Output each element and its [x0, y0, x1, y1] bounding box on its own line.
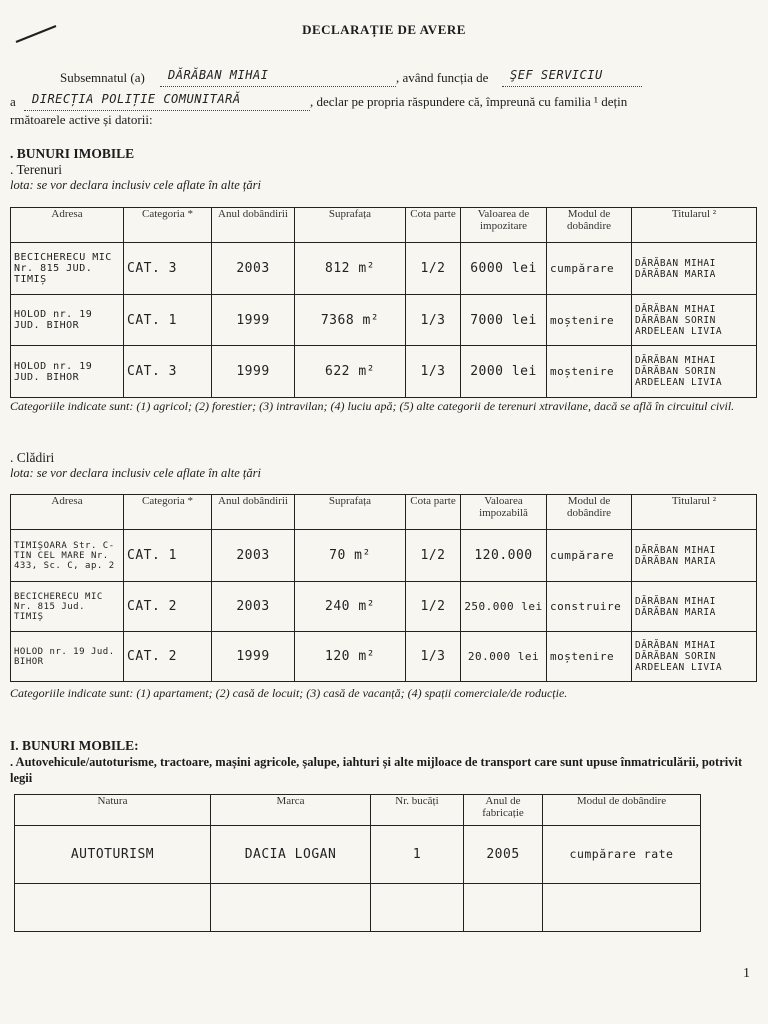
cell-titularul: DĂRĂBAN MIHAI DĂRĂBAN SORIN ARDELEAN LIVIA	[632, 295, 757, 346]
cell-modul: cumpărare	[547, 243, 632, 295]
cell-anul: 1999	[212, 295, 295, 346]
cell-modul: cumpărare rate	[543, 826, 701, 884]
table-header-row	[11, 208, 757, 243]
header-cell: Anul de fabricație	[464, 795, 543, 826]
header-cell: Valoarea impozabilă	[461, 495, 547, 530]
la-label: a	[10, 94, 16, 109]
cell-cota: 1/2	[406, 582, 461, 632]
cladiri-note: lota: se vor declara inclusiv cele aflate în alte țări	[10, 466, 261, 480]
cell-titularul: DĂRĂBAN MIHAI DĂRĂBAN SORIN ARDELEAN LIVIA	[632, 632, 757, 682]
cell-anul: 2003	[212, 530, 295, 582]
cladiri-title: . Clădiri	[10, 450, 55, 465]
header-cell: Modul de dobândire	[543, 795, 701, 826]
header-cell: Suprafața	[295, 208, 406, 243]
cell-categoria: CAT. 1	[124, 295, 212, 346]
cell-adresa: HOLOD nr. 19 JUD. BIHOR	[11, 295, 124, 346]
table-header-row	[15, 795, 701, 826]
cell-suprafata: 240 m²	[295, 582, 406, 632]
page-number: 1	[743, 966, 750, 981]
cell-titularul: DĂRĂBAN MIHAI DĂRĂBAN SORIN ARDELEAN LIVIA	[632, 346, 757, 398]
cell-valoarea: 250.000 lei	[461, 582, 547, 632]
header-cell: Cota parte	[406, 208, 461, 243]
terenuri-table	[10, 207, 757, 398]
subsemnatul-label: Subsemnatul (a)	[60, 70, 145, 85]
header-cell: Marca	[211, 795, 371, 826]
cell-cota: 1/2	[406, 530, 461, 582]
terenuri-categories-note: Categoriile indicate sunt: (1) agricol; (2) forestier; (3) intravilan; (4) luciu apă; (5) alte categorii de terenuri xtravilane, dacă se află în circuitul civil.	[10, 399, 735, 413]
cell-marca: DACIA LOGAN	[211, 826, 371, 884]
cell-adresa: HOLOD nr. 19 Jud. BIHOR	[11, 632, 124, 682]
cell-valoarea: 6000 lei	[461, 243, 547, 295]
table-row	[15, 884, 701, 932]
section-bunuri-imobile: . BUNURI IMOBILE	[10, 146, 135, 161]
functia-fill-line	[502, 86, 642, 87]
cell-categoria: CAT. 2	[124, 582, 212, 632]
header-cell: Natura	[15, 795, 211, 826]
header-cell: Categoria *	[124, 208, 212, 243]
cell-adresa: BECICHERECU MIC Nr. 815 Jud. TIMIȘ	[11, 582, 124, 632]
cell-modul: cumpărare	[547, 530, 632, 582]
cell-nr-bucati: 1	[371, 826, 464, 884]
table-row	[11, 295, 757, 346]
table-row	[11, 582, 757, 632]
cell-adresa: BECICHERECU MIC Nr. 815 JUD. TIMIȘ	[11, 243, 124, 295]
cell-cota: 1/2	[406, 243, 461, 295]
header-cell: Valoarea de impozitare	[461, 208, 547, 243]
cell-anul: 1999	[212, 346, 295, 398]
cell-titularul: DĂRĂBAN MIHAI DĂRĂBAN MARIA	[632, 582, 757, 632]
declarant-name: DĂRĂBAN MIHAI	[168, 68, 269, 82]
cell-modul: moștenire	[547, 346, 632, 398]
cladiri-categories-note: Categoriile indicate sunt: (1) apartament; (2) casă de locuit; (3) casă de vacanță; (4) spații comerciale/de roducție.	[10, 686, 568, 700]
table-row	[15, 826, 701, 884]
autovehicule-subtitle: . Autovehicule/autoturisme, tractoare, mașini agricole, șalupe, iahturi și alte mijloace de transport care sunt upuse înmatriculării, potrivit legii	[10, 755, 743, 785]
document-title: DECLARAȚIE DE AVERE	[302, 22, 466, 37]
header-cell: Nr. bucăți	[371, 795, 464, 826]
table-row	[11, 632, 757, 682]
table-row	[11, 530, 757, 582]
cell-anul-fabricatie: 2005	[464, 826, 543, 884]
cell-natura	[15, 884, 211, 932]
intro-line-2: rmătoarele active și datorii:	[10, 112, 153, 127]
header-cell: Cota parte	[406, 495, 461, 530]
header-cell: Adresa	[11, 495, 124, 530]
cell-categoria: CAT. 2	[124, 632, 212, 682]
cell-suprafata: 70 m²	[295, 530, 406, 582]
table-row	[11, 243, 757, 295]
header-cell: Modul de dobândire	[547, 208, 632, 243]
cell-adresa: TIMIȘOARA Str. C-TIN CEL MARE Nr. 433, Sc. C, ap. 2	[11, 530, 124, 582]
header-cell: Adresa	[11, 208, 124, 243]
cell-modul: construire	[547, 582, 632, 632]
name-fill-line	[160, 86, 396, 87]
cell-modul: moștenire	[547, 295, 632, 346]
cladiri-table	[10, 494, 757, 682]
header-cell: Modul de dobândire	[547, 495, 632, 530]
cell-valoarea: 7000 lei	[461, 295, 547, 346]
cell-valoarea: 20.000 lei	[461, 632, 547, 682]
cell-anul: 2003	[212, 243, 295, 295]
header-cell: Titularul ²	[632, 208, 757, 243]
cell-categoria: CAT. 3	[124, 346, 212, 398]
cell-modul	[543, 884, 701, 932]
cell-suprafata: 622 m²	[295, 346, 406, 398]
cell-cota: 1/3	[406, 295, 461, 346]
table-row	[11, 346, 757, 398]
cell-titularul: DĂRĂBAN MIHAI DĂRĂBAN MARIA	[632, 530, 757, 582]
cell-cota: 1/3	[406, 632, 461, 682]
cell-marca	[211, 884, 371, 932]
section-bunuri-mobile: I. BUNURI MOBILE:	[10, 738, 139, 753]
header-cell: Suprafața	[295, 495, 406, 530]
cell-suprafata: 7368 m²	[295, 295, 406, 346]
header-cell: Anul dobândirii	[212, 495, 295, 530]
terenuri-note: lota: se vor declara inclusiv cele aflate în alte țări	[10, 178, 261, 192]
terenuri-title: . Terenuri	[10, 162, 63, 177]
declar-text: , declar pe propria răspundere că, împreună cu familia ¹ dețin	[310, 94, 628, 109]
cell-valoarea: 2000 lei	[461, 346, 547, 398]
cell-valoarea: 120.000	[461, 530, 547, 582]
table-header-row	[11, 495, 757, 530]
functia-label: , având funcția de	[396, 70, 489, 85]
cell-anul-fabricatie	[464, 884, 543, 932]
institution-fill-line	[24, 110, 310, 111]
declarant-function: ŞEF SERVICIU	[510, 68, 603, 82]
cell-cota: 1/3	[406, 346, 461, 398]
cell-anul: 2003	[212, 582, 295, 632]
cell-nr-bucati	[371, 884, 464, 932]
cell-natura: AUTOTURISM	[15, 826, 211, 884]
cell-suprafata: 120 m²	[295, 632, 406, 682]
cell-anul: 1999	[212, 632, 295, 682]
declarant-institution: DIRECȚIA POLIȚIE COMUNITARĂ	[32, 92, 241, 106]
cell-categoria: CAT. 3	[124, 243, 212, 295]
cell-suprafata: 812 m²	[295, 243, 406, 295]
header-cell: Categoria *	[124, 495, 212, 530]
cell-modul: moștenire	[547, 632, 632, 682]
header-cell: Anul dobândirii	[212, 208, 295, 243]
header-cell: Titularul ²	[632, 495, 757, 530]
autovehicule-table	[14, 794, 701, 932]
cell-adresa: HOLOD nr. 19 JUD. BIHOR	[11, 346, 124, 398]
cell-titularul: DĂRĂBAN MIHAI DĂRĂBAN MARIA	[632, 243, 757, 295]
cell-categoria: CAT. 1	[124, 530, 212, 582]
